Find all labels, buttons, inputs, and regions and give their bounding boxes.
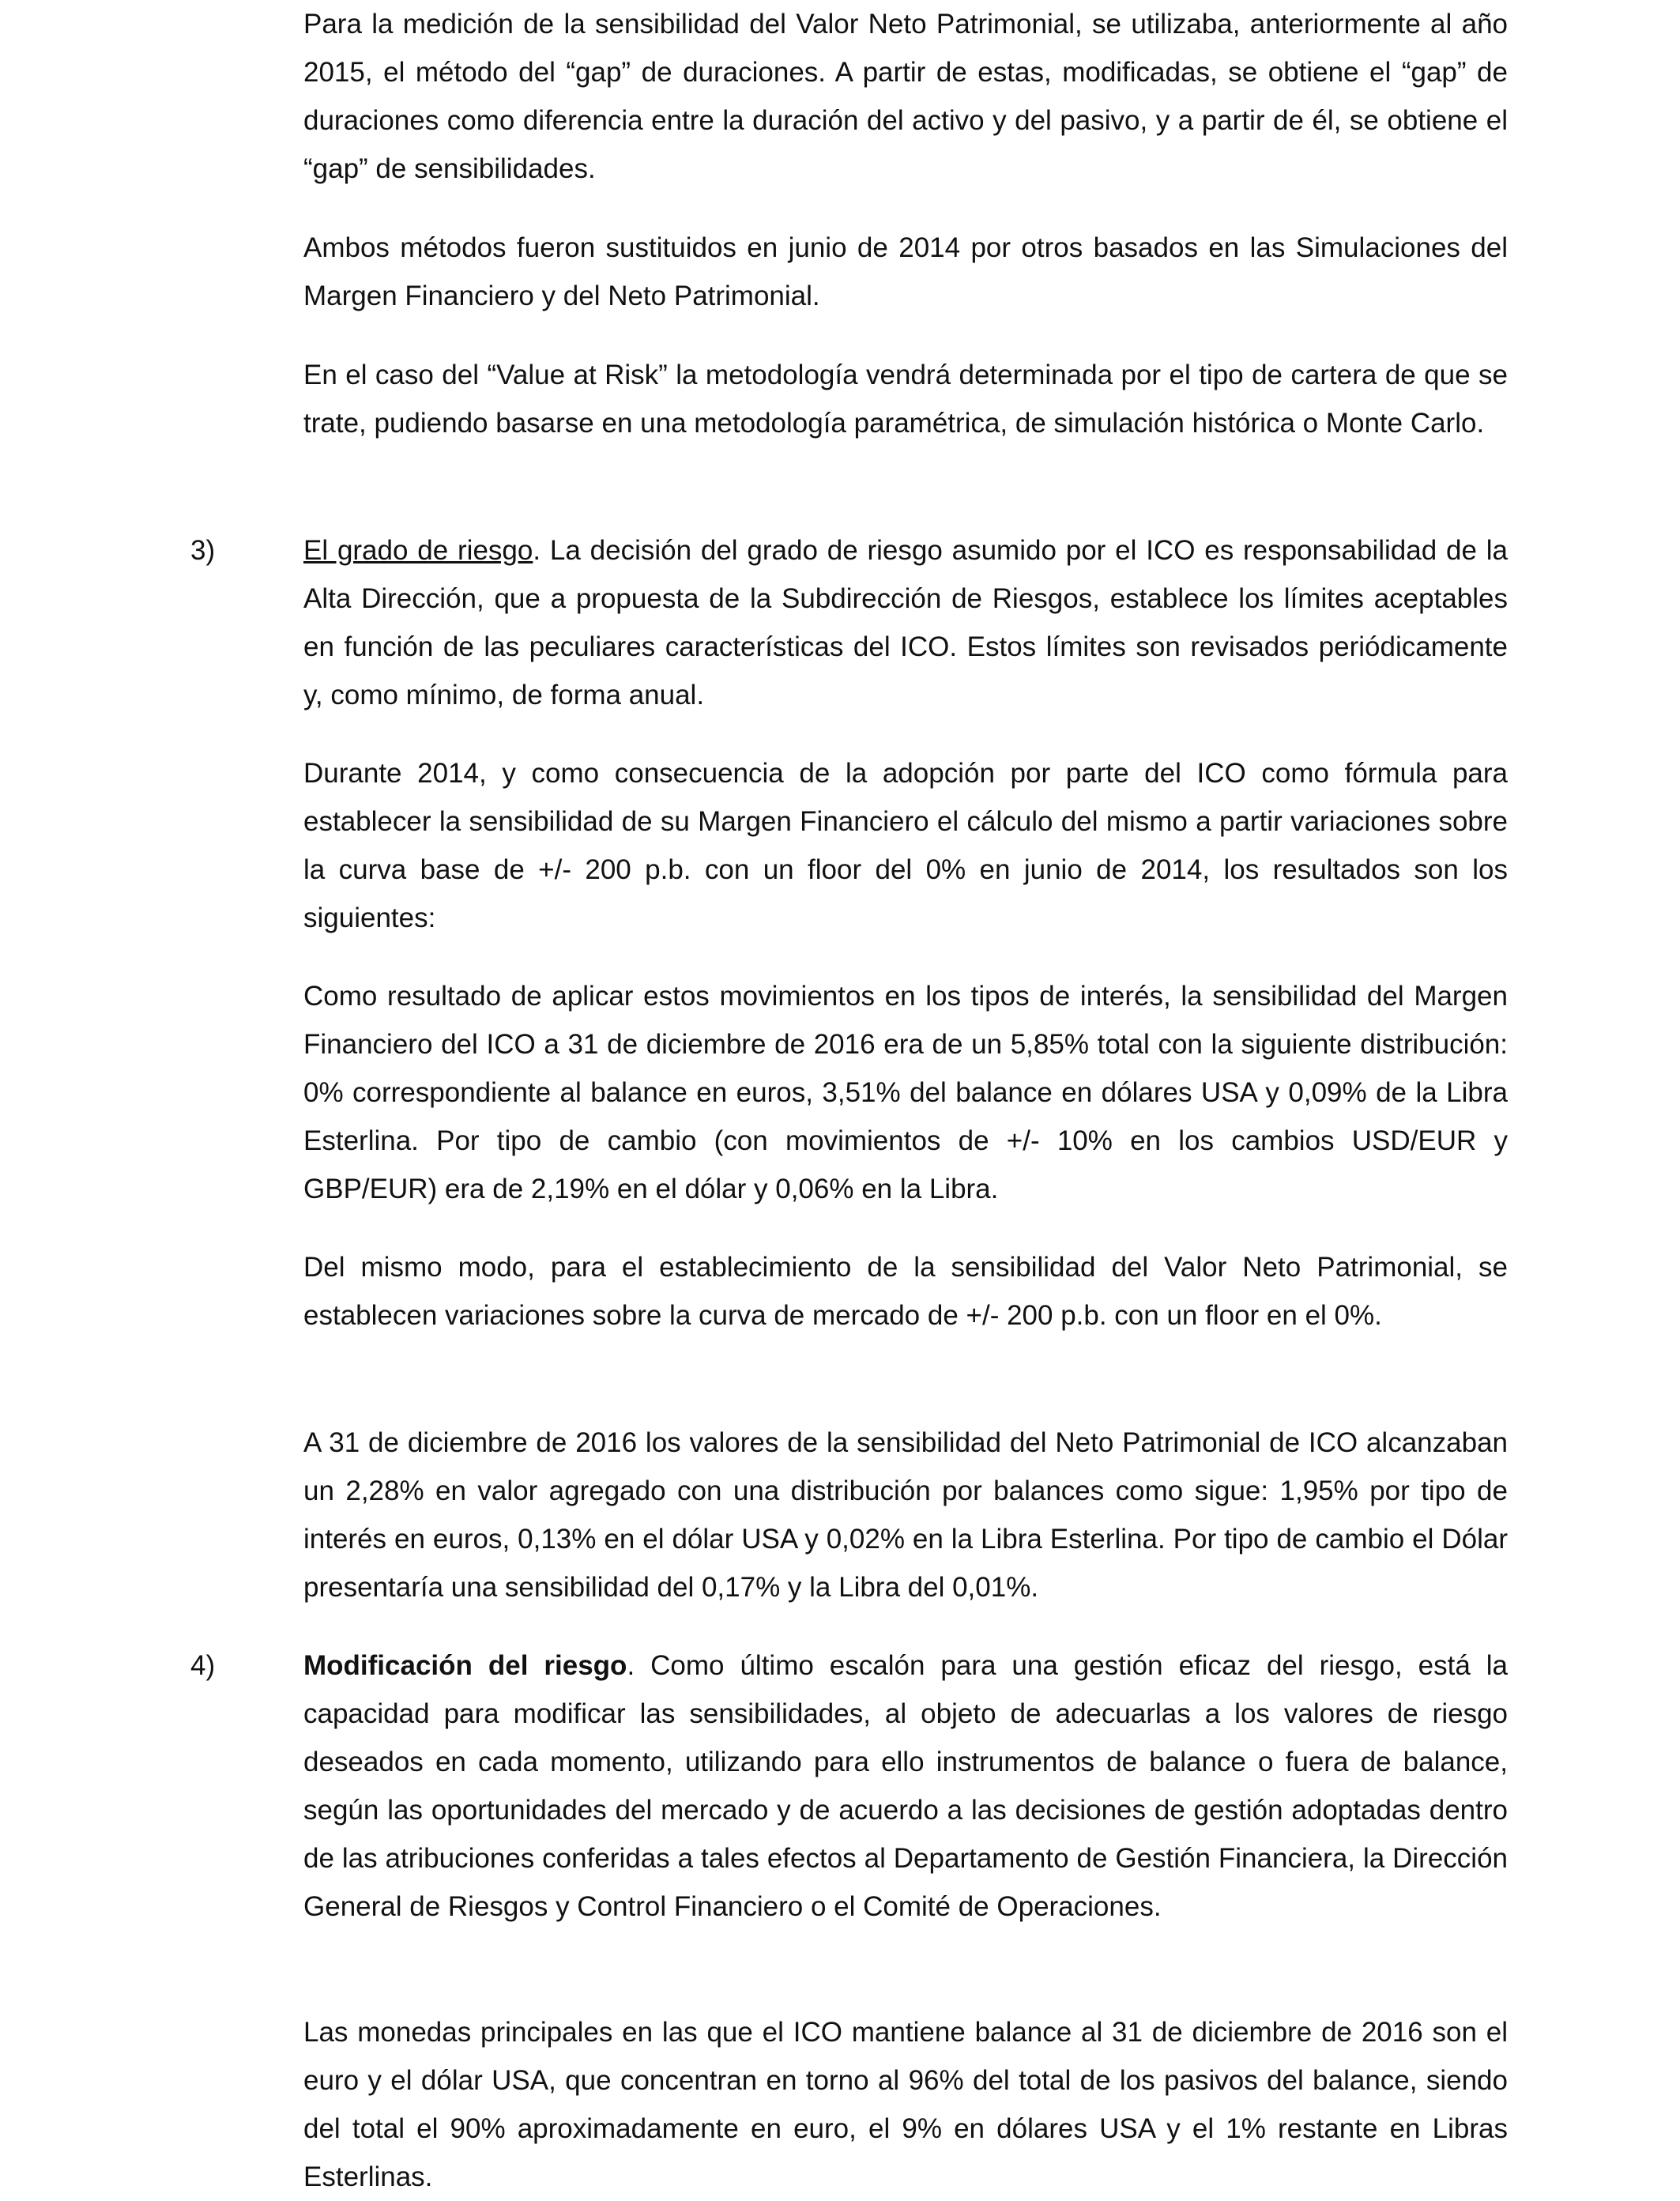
paragraph-metodos-sustituidos: Ambos métodos fueron sustituidos en junio de 2014 por otros basados en las Simulaciones del Margen Financiero y del Neto Patrimonial. xyxy=(303,232,1508,311)
paragraph-margen-financiero: Como resultado de aplicar estos movimientos en los tipos de interés, la sensibilidad del Margen Financiero del ICO a 31 de diciembre de 2016 era de un 5,85% total con la siguiente distribución: 0% correspondiente al balance en euros, 3,51% del balance en dólares USA y 0,09% de la Libra Esterlina. Por tipo de cambio (con movimientos de +/- 10% en los cambios USD/EUR y GBP/EUR) era de 2,19% en el dólar y 0,06% en la Libra. xyxy=(303,981,1508,1204)
list-item-body: . La decisión del grado de riesgo asumido por el ICO es responsabilidad de la Alta Dirección, que a propuesta de la Subdirección de Riesgos, establece los límites aceptables en función de las peculiares características del ICO. Estos límites son revisados periódicamente y, como mínimo, de forma anual. xyxy=(303,535,1508,710)
list-item-heading: Modificación del riesgo xyxy=(303,1650,627,1681)
list-item-heading: El grado de riesgo xyxy=(303,535,533,566)
list-item-number: 4) xyxy=(190,1650,216,1681)
paragraph-valor-neto-patrimonial: Del mismo modo, para el establecimiento de la sensibilidad del Valor Neto Patrimonial, se establecen variaciones sobre la curva de mercado de +/- 200 p.b. con un floor en el 0%. xyxy=(303,1252,1508,1331)
paragraph-sensibilidad-neto-patrimonial: A 31 de diciembre de 2016 los valores de la sensibilidad del Neto Patrimonial de ICO alcanzaban un 2,28% en valor agregado con una distribución por balances como sigue: 1,95% por tipo de interés en euros, 0,13% en el dólar USA y 0,02% en la Libra Esterlina. Por tipo de cambio el Dólar presentaría una sensibilidad del 0,17% y la Libra del 0,01%. xyxy=(303,1427,1508,1603)
list-item-text xyxy=(303,526,1508,719)
list-item-grado-riesgo xyxy=(190,526,1508,719)
paragraph-value-at-risk: En el caso del “Value at Risk” la metodología vendrá determinada por el tipo de cartera de que se trate, pudiendo basarse en una metodología paramétrica, de simulación histórica o Monte Carlo. xyxy=(303,360,1508,439)
list-item-number: 3) xyxy=(190,535,216,566)
list-item-body: . Como último escalón para una gestión eficaz del riesgo, está la capacidad para modificar las sensibilidades, al objeto de adecuarlas a los valores de riesgo deseados en cada momento, utilizando para ello instrumentos de balance o fuera de balance, según las oportunidades del mercado y de acuerdo a las decisiones de gestión adoptadas dentro de las atribuciones conferidas a tales efectos al Departamento de Gestión Financiera, la Dirección General de Riesgos y Control Financiero o el Comité de Operaciones. xyxy=(303,1650,1508,1922)
list-item-text xyxy=(303,1641,1508,1931)
paragraph-durante-2014: Durante 2014, y como consecuencia de la adopción por parte del ICO como fórmula para establecer la sensibilidad de su Margen Financiero el cálculo del mismo a partir variaciones sobre la curva base de +/- 200 p.b. con un floor del 0% en junio de 2014, los resultados son los siguientes: xyxy=(303,758,1508,933)
list-item-modificacion-riesgo xyxy=(190,1641,1508,1931)
paragraph-monedas-principales: Las monedas principales en las que el ICO mantiene balance al 31 de diciembre de 2016 son el euro y el dólar USA, que concentran en torno al 96% del total de los pasivos del balance, siendo del total el 90% aproximadamente en euro, el 9% en dólares USA y el 1% restante en Libras Esterlinas. xyxy=(303,2017,1508,2192)
paragraph-gap-duraciones: Para la medición de la sensibilidad del Valor Neto Patrimonial, se utilizaba, anteriormente al año 2015, el método del “gap” de duraciones. A partir de estas, modificadas, se obtiene el “gap” de duraciones como diferencia entre la duración del activo y del pasivo, y a partir de él, se obtiene el “gap” de sensibilidades. xyxy=(303,9,1508,184)
